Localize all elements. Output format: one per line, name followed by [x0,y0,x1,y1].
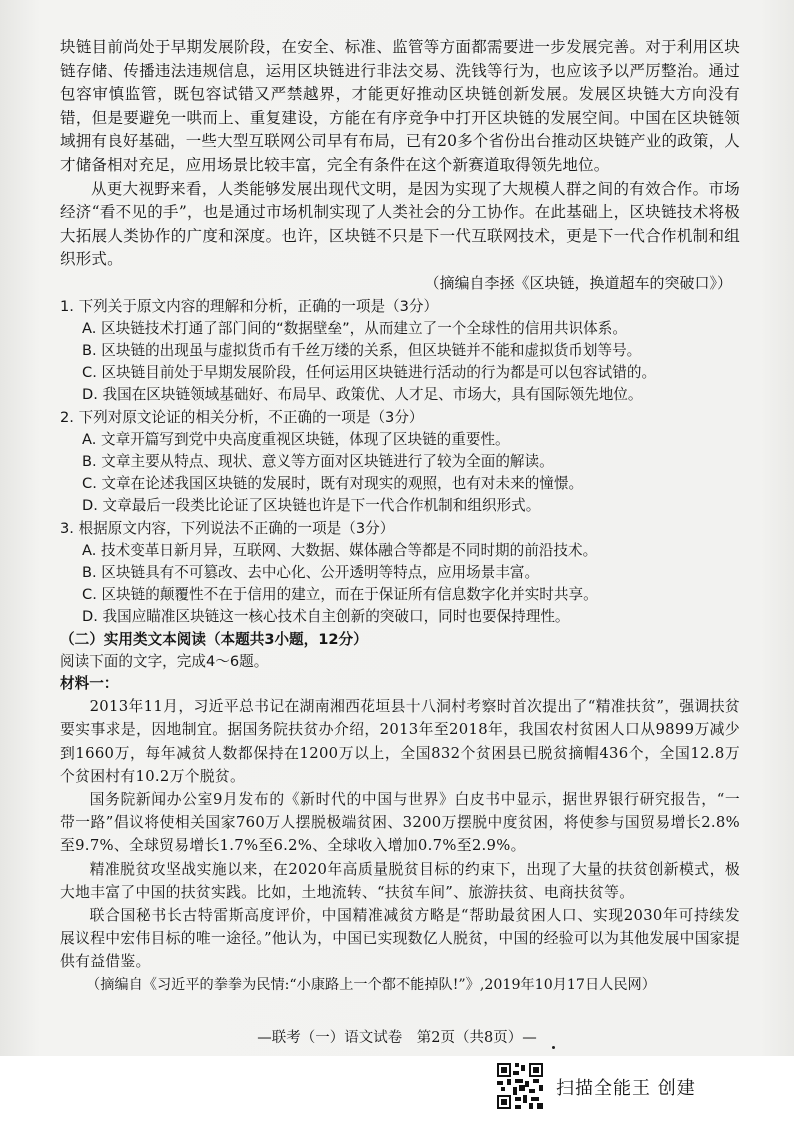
material-paragraph-4: 联合国秘书长古特雷斯高度评价，中国精准减贫方略是“帮助最贫困人口、实现2030年可持续发展议程中宏伟目标的唯一途径。”他认为，中国已实现数亿人脱贫，中国的经验可以为其他发展中国家提供有益借鉴。 [60,907,740,971]
question-1 [60,296,740,407]
passage-paragraph-1: 块链目前尚处于早期发展阶段，在安全、标准、监管等方面都需要进一步发展完善。对于利用区块链存储、传播违法违规信息，运用区块链进行非法交易、洗钱等行为，也应该予以严厉整治。通过包容审慎监管，既包容试错又严禁越界，才能更好推动区块链创新发展。发展区块链大方向没有错，但是要避免一哄而上、重复建设，方能在有序竞争中打开区块链的发展空间。中国在区块链领域拥有良好基础，一些大型互联网公司早有布局，已有20多个省份出台推动区块链产业的政策，人才储备相对充足，应用场景比较丰富，完全有条件在这个新赛道取得领先地位。 [60,38,740,174]
material-paragraph-3: 精准脱贫攻坚战实施以来，在2020年高质量脱贫目标的约束下，出现了大量的扶贫创新模式，极大地丰富了中国的扶贫实践。比如，土地流转、“扶贫车间”、旅游扶贫、电商扶贫等。 [60,860,740,901]
section-instruction: 阅读下面的文字，完成4～6题。 [60,652,269,670]
scanner-watermark-text: 扫描全能王 创建 [556,1078,696,1099]
question-stem: 3. 根据原文内容，下列说法不正确的一项是（3分） [60,519,395,537]
question-3 [60,518,740,629]
passage-source: （摘编自李拯《区块链，换道超车的突破口》） [424,273,732,292]
material-paragraph-1: 2013年11月，习近平总书记在湖南湘西花垣县十八洞村考察时首次提出了“精准扶贫”，强调扶贫要实事求是，因地制宜。据国务院扶贫办介绍，2013年至2018年，我国农村贫困人口从9899万减少到1660万，每年减贫人数都保持在1200万以上，全国832个贫困县已脱贫摘帽436个，全国12.8万个贫困村有10.2万个脱贫。 [60,698,740,785]
question-stem: 2. 下列对原文论证的相关分析，不正确的一项是（3分） [60,408,424,426]
option-a: A. 文章开篇写到党中央高度重视区块链，体现了区块链的重要性。 [82,430,510,448]
question-2 [60,407,740,518]
option-c: C. 区块链的颠覆性不在于信用的建立，而在于保证所有信息数字化并实时共享。 [82,586,598,604]
option-d: D. 文章最后一段类比论证了区块链也许是下一代合作机制和组织形式。 [82,497,541,515]
option-d: D. 我国在区块链领域基础好、布局早、政策优、人才足、市场大，具有国际领先地位。 [82,386,643,404]
option-a: A. 区块链技术打通了部门间的“数据壁垒”，从而建立了一个全球性的信用共识体系。 [82,319,627,337]
material-source: （摘编自《习近平的拳拳为民情:“小康路上一个都不能掉队!”》,2019年10月17日人民网） [86,976,656,993]
option-b: B. 文章主要从特点、现状、意义等方面对区块链进行了较为全面的解读。 [82,452,554,470]
scan-speck [552,1046,555,1049]
question-stem: 1. 下列关于原文内容的理解和分析，正确的一项是（3分） [60,297,439,315]
option-b: B. 区块链具有不可篡改、去中心化、公开透明等特点，应用场景丰富。 [82,563,540,581]
page-content [60,36,740,997]
option-c: C. 文章在论述我国区块链的发展时，既有对现实的观照，也有对未来的憧憬。 [82,475,584,493]
option-a: A. 技术变革日新月异，互联网、大数据、媒体融合等都是不同时期的前沿技术。 [82,541,598,559]
passage-paragraph-2: 从更大视野来看，人类能够发展出现代文明，是因为实现了大规模人群之间的有效合作。市场经济“看不见的手”，也是通过市场机制实现了人类社会的分工协作。在此基础上，区块链技术将极大拓展人类协作的广度和深度。也许，区块链不只是下一代互联网技术，更是下一代合作机制和组织形式。 [60,179,740,269]
material-paragraph-2: 国务院新闻办公室9月发布的《新时代的中国与世界》白皮书中显示，据世界银行研究报告，“一带一路”倡议将使相关国家760万人摆脱极端贫困、3200万摆脱中度贫困，将使参与国贸易增长2.8%至9.7%、全球贸易增长1.7%至6.2%、全球收入增加0.7%至2.9%。 [60,791,740,855]
option-d: D. 我国应瞄准区块链这一核心技术自主创新的突破口，同时也要保持理性。 [82,608,570,626]
qr-code-icon [495,1061,545,1111]
page-footer: —联考（一）语文试卷 第2页（共8页）— [257,1030,537,1046]
option-b: B. 区块链的出现虽与虚拟货币有千丝万缕的关系，但区块链并不能和虚拟货币划等号。 [82,341,642,359]
material-label: 材料一： [60,674,119,692]
option-c: C. 区块链目前处于早期发展阶段，任何运用区块链进行活动的行为都是可以包容试错的。 [82,364,657,382]
section-heading: （二）实用类文本阅读（本题共3小题，12分） [60,630,368,648]
